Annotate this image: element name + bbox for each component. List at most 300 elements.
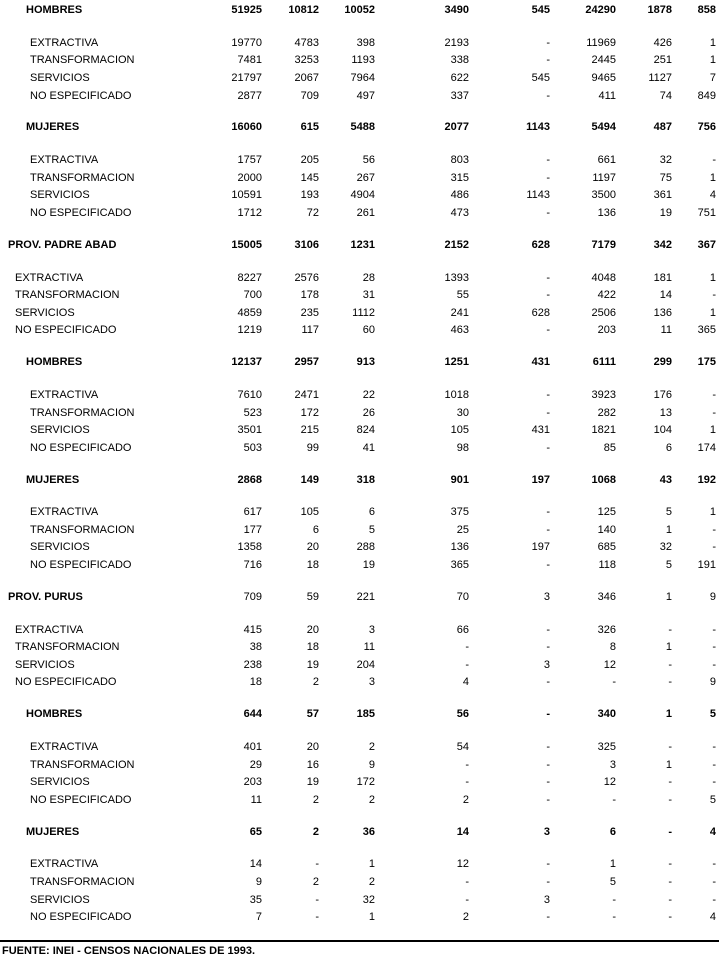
data-row [0,756,719,774]
row-label: SERVICIOS [30,424,90,437]
value-cell: 85 [603,441,616,454]
value-cell: 617 [243,506,262,519]
total-cell: 487 [653,121,672,134]
value-cell: 16 [306,758,319,771]
value-cell: 20 [306,741,319,754]
total-cell: 12137 [231,356,262,369]
row-label: NO ESPECIFICADO [30,911,132,924]
total-cell: 1068 [591,473,616,486]
value-cell: 11 [363,641,375,654]
value-cell: 1 [665,758,672,771]
data-row [0,439,719,457]
data-row [0,404,719,422]
value-cell: 2193 [444,36,469,49]
total-cell: 14 [456,825,469,838]
value-cell: - [546,559,550,572]
value-cell: 117 [301,324,319,337]
value-cell: 20 [306,541,319,554]
value-cell: 235 [300,306,319,319]
value-cell: 7 [709,71,716,84]
value-cell: 1112 [352,306,375,319]
value-cell: - [546,324,550,337]
total-cell: 70 [456,590,469,603]
section-header-row [0,708,719,721]
value-cell: 136 [653,306,672,319]
value-cell: 3923 [591,388,616,401]
total-cell: 615 [300,121,319,134]
value-cell: - [668,741,672,754]
value-cell: 140 [597,523,616,536]
value-cell: 1193 [351,54,375,67]
total-cell: 2077 [444,121,469,134]
value-cell: 8227 [237,271,262,284]
value-cell: 422 [597,289,616,302]
value-cell: 60 [362,324,375,337]
value-cell: 1 [368,858,375,871]
value-cell: - [712,623,716,636]
value-cell: - [546,911,550,924]
value-cell: 2445 [591,54,616,67]
total-cell: 913 [356,356,375,369]
value-cell: 2 [312,876,319,889]
total-cell: 1 [665,590,672,603]
data-row [0,269,719,287]
value-cell: 375 [450,506,469,519]
value-cell: - [465,641,469,654]
table-body [0,4,719,943]
row-label: SERVICIOS [15,658,75,671]
row-label: NO ESPECIFICADO [30,89,132,102]
value-cell: 174 [697,441,716,454]
value-cell: - [612,676,616,689]
value-cell: 25 [456,523,469,536]
spacer-cell [0,574,719,591]
spacer-cell [0,369,719,386]
value-cell: 716 [243,559,262,572]
value-cell: - [546,741,550,754]
total-cell: 318 [356,473,375,486]
value-cell: 411 [598,89,616,102]
value-cell: - [668,623,672,636]
total-cell: 1231 [350,238,375,251]
data-row [0,738,719,756]
value-cell: - [546,271,550,284]
total-cell: 3 [543,590,550,603]
value-cell: - [315,893,319,906]
value-cell: - [612,793,616,806]
spacer-row [0,487,719,504]
value-cell: 19 [306,776,319,789]
section-label: MUJERES [26,121,80,134]
row-label: TRANSFORMACION [30,523,135,536]
value-cell: - [712,541,716,554]
value-cell: 72 [306,206,319,219]
value-cell: - [712,388,716,401]
value-cell: 21797 [231,71,262,84]
spacer-cell [0,17,719,34]
spacer-cell [0,134,719,151]
spacer-row [0,604,719,621]
data-row [0,791,719,809]
value-cell: 3 [543,893,550,906]
value-cell: - [668,876,672,889]
value-cell: 700 [243,289,262,302]
value-cell: 177 [243,523,262,536]
total-cell: 7179 [591,238,616,251]
total-cell: 1143 [526,121,550,134]
row-label: NO ESPECIFICADO [30,441,132,454]
total-cell: 43 [659,473,672,486]
total-cell: 858 [697,4,716,16]
total-cell: 185 [356,708,375,721]
value-cell: 11 [660,324,672,337]
value-cell: 4 [709,189,716,202]
value-cell: - [712,154,716,167]
value-cell: 1358 [237,541,262,554]
value-cell: 125 [597,506,616,519]
section-header-row [0,474,719,487]
value-cell: 751 [697,206,716,219]
value-cell: - [315,858,319,871]
value-cell: 193 [300,189,319,202]
value-cell: - [465,776,469,789]
value-cell: - [546,876,550,889]
row-label: SERVICIOS [30,71,90,84]
value-cell: 4 [709,911,716,924]
value-cell: - [712,758,716,771]
value-cell: 628 [531,306,550,319]
total-cell: 342 [653,238,672,251]
total-cell: 221 [356,590,375,603]
value-cell: 361 [653,189,672,202]
value-cell: 18 [306,559,319,572]
value-cell: 1 [709,506,716,519]
value-cell: 41 [362,441,375,454]
value-cell: - [712,406,716,419]
value-cell: - [712,741,716,754]
value-cell: - [546,858,550,871]
total-cell: 192 [697,473,716,486]
total-cell: 709 [243,590,262,603]
value-cell: 13 [659,406,672,419]
value-cell: 118 [598,559,616,572]
value-cell: 203 [597,324,616,337]
total-cell: 2957 [294,356,319,369]
value-cell: 12 [456,858,469,871]
value-cell: - [712,776,716,789]
total-cell: 5494 [591,121,616,134]
row-label: EXTRACTIVA [30,388,99,401]
total-cell: 16060 [231,121,262,134]
value-cell: 622 [450,71,469,84]
value-cell: 415 [243,623,262,636]
value-cell: 241 [450,306,469,319]
section-header-row [0,591,719,604]
value-cell: - [612,911,616,924]
value-cell: - [668,658,672,671]
total-cell: 24290 [585,4,616,16]
row-label: EXTRACTIVA [30,154,99,167]
total-cell: 51925 [231,4,262,16]
spacer-cell [0,104,719,121]
value-cell: 1 [665,523,672,536]
total-cell: 10052 [344,4,375,16]
value-cell: 1219 [237,324,262,337]
value-cell: 12 [603,776,616,789]
data-row [0,521,719,539]
total-cell: - [668,825,672,838]
value-cell: 11969 [586,36,616,49]
spacer-row [0,574,719,591]
value-cell: 14 [659,289,672,302]
data-row [0,69,719,87]
data-row [0,873,719,891]
value-cell: - [546,54,550,67]
value-cell: 3501 [237,424,262,437]
row-label: TRANSFORMACION [15,641,120,654]
value-cell: 326 [597,623,616,636]
total-cell: 3106 [294,238,319,251]
value-cell: 191 [697,559,716,572]
source-footer [0,940,719,957]
spacer-row [0,839,719,856]
value-cell: 1 [368,911,375,924]
total-cell: 2152 [444,238,469,251]
value-cell: 3 [368,676,375,689]
spacer-row [0,104,719,121]
section-label: HOMBRES [26,708,83,721]
data-row [0,187,719,205]
row-label: EXTRACTIVA [30,506,99,519]
value-cell: - [546,506,550,519]
data-row [0,908,719,926]
total-cell: 59 [306,590,319,603]
total-cell: 3490 [444,4,469,16]
data-row [0,322,719,340]
total-cell: 57 [306,708,319,721]
spacer-row [0,17,719,34]
source-text: FUENTE: INEI - CENSOS NACIONALES DE 1993. [2,945,256,957]
value-cell: 1393 [444,271,469,284]
value-cell: 9 [709,676,716,689]
value-cell: 55 [456,289,469,302]
value-cell: - [546,441,550,454]
value-cell: 29 [249,758,262,771]
spacer-row [0,457,719,474]
section-header-row [0,4,719,17]
value-cell: - [546,206,550,219]
value-cell: - [546,623,550,636]
row-label: TRANSFORMACION [30,876,135,889]
value-cell: 136 [450,541,469,554]
row-label: TRANSFORMACION [15,289,120,302]
section-label: MUJERES [26,825,80,838]
value-cell: 398 [356,36,375,49]
spacer-cell [0,252,719,269]
value-cell: 19770 [231,36,262,49]
value-cell: 32 [659,154,672,167]
value-cell: 1 [709,54,716,67]
value-cell: 1143 [526,189,550,202]
value-cell: - [546,793,550,806]
spacer-row [0,339,719,356]
data-row [0,169,719,187]
value-cell: 215 [300,424,319,437]
value-cell: 4783 [294,36,319,49]
value-cell: 5 [368,523,375,536]
value-cell: 503 [243,441,262,454]
total-cell: 36 [362,825,375,838]
row-label: TRANSFORMACION [30,406,135,419]
total-cell: 56 [456,708,469,721]
spacer-row [0,721,719,738]
value-cell: 4859 [237,306,262,319]
value-cell: 431 [531,424,550,437]
section-label: PROV. PURUS [8,590,83,603]
value-cell: 365 [697,324,716,337]
value-cell: 203 [243,776,262,789]
data-row [0,151,719,169]
value-cell: 99 [306,441,319,454]
data-row [0,773,719,791]
value-cell: 2 [368,876,375,889]
value-cell: 178 [300,289,319,302]
value-cell: 20 [306,623,319,636]
value-cell: 5 [665,559,672,572]
value-cell: 104 [653,424,672,437]
section-label: HOMBRES [26,4,83,16]
value-cell: 28 [362,271,375,284]
row-label: EXTRACTIVA [30,741,99,754]
data-row [0,621,719,639]
value-cell: - [712,658,716,671]
spacer-row [0,369,719,386]
value-cell: - [668,858,672,871]
value-cell: 35 [249,893,262,906]
value-cell: - [668,911,672,924]
data-row [0,504,719,522]
value-cell: - [668,676,672,689]
value-cell: 8 [609,641,616,654]
value-cell: 2877 [237,89,262,102]
value-cell: 463 [450,324,469,337]
value-cell: - [712,641,716,654]
total-cell: - [546,708,550,721]
value-cell: - [546,89,550,102]
value-cell: 2 [312,793,319,806]
total-cell: 628 [531,238,550,251]
spacer-cell [0,487,719,504]
total-cell: 367 [697,238,716,251]
section-header-row [0,239,719,252]
value-cell: 1 [609,858,616,871]
spacer-row [0,691,719,708]
value-cell: 4 [462,676,469,689]
value-cell: 6 [368,506,375,519]
spacer-row [0,222,719,239]
value-cell: - [465,658,469,671]
value-cell: 5 [665,506,672,519]
value-cell: 66 [456,623,469,636]
value-cell: 2506 [591,306,616,319]
value-cell: 12 [603,658,616,671]
row-label: SERVICIOS [30,541,90,554]
value-cell: 22 [362,388,375,401]
value-cell: 26 [362,406,375,419]
value-cell: 32 [362,893,375,906]
value-cell: 205 [300,154,319,167]
total-cell: 6 [609,825,616,838]
value-cell: 2000 [237,171,262,184]
section-label: MUJERES [26,473,80,486]
value-cell: 7610 [237,388,262,401]
value-cell: 19 [306,658,319,671]
section-header-row [0,356,719,369]
value-cell: 4048 [591,271,616,284]
value-cell: 267 [356,171,375,184]
total-cell: 197 [531,473,550,486]
total-cell: 644 [243,708,262,721]
total-cell: 2868 [237,473,262,486]
value-cell: 497 [356,89,375,102]
value-cell: 7 [255,911,262,924]
data-row [0,856,719,874]
total-cell: 4 [709,825,716,838]
row-label: TRANSFORMACION [30,758,135,771]
value-cell: 282 [597,406,616,419]
value-cell: 54 [456,741,469,754]
value-cell: 3 [368,623,375,636]
row-label: EXTRACTIVA [30,36,99,49]
value-cell: 172 [300,406,319,419]
row-label: NO ESPECIFICADO [30,206,132,219]
data-row [0,386,719,404]
value-cell: - [546,641,550,654]
value-cell: - [612,893,616,906]
value-cell: 11 [250,793,262,806]
value-cell: 2 [462,793,469,806]
spacer-cell [0,809,719,826]
total-cell: 15005 [231,238,262,251]
section-label: HOMBRES [26,356,83,369]
total-cell: 10812 [288,4,319,16]
value-cell: 145 [300,171,319,184]
value-cell: - [668,893,672,906]
occupation-census-table [0,4,719,943]
value-cell: 7964 [350,71,375,84]
value-cell: 2 [462,911,469,924]
value-cell: - [546,406,550,419]
data-row [0,304,719,322]
total-cell: 340 [597,708,616,721]
value-cell: 288 [356,541,375,554]
total-cell: 1251 [444,356,469,369]
value-cell: 803 [450,154,469,167]
value-cell: 19 [659,206,672,219]
data-row [0,656,719,674]
value-cell: 2471 [294,388,319,401]
spacer-cell [0,691,719,708]
spacer-cell [0,222,719,239]
spacer-cell [0,721,719,738]
value-cell: 136 [597,206,616,219]
data-row [0,34,719,52]
value-cell: 10591 [231,189,262,202]
value-cell: 9 [368,758,375,771]
spacer-cell [0,839,719,856]
total-cell: 2 [312,825,319,838]
value-cell: 74 [659,89,672,102]
